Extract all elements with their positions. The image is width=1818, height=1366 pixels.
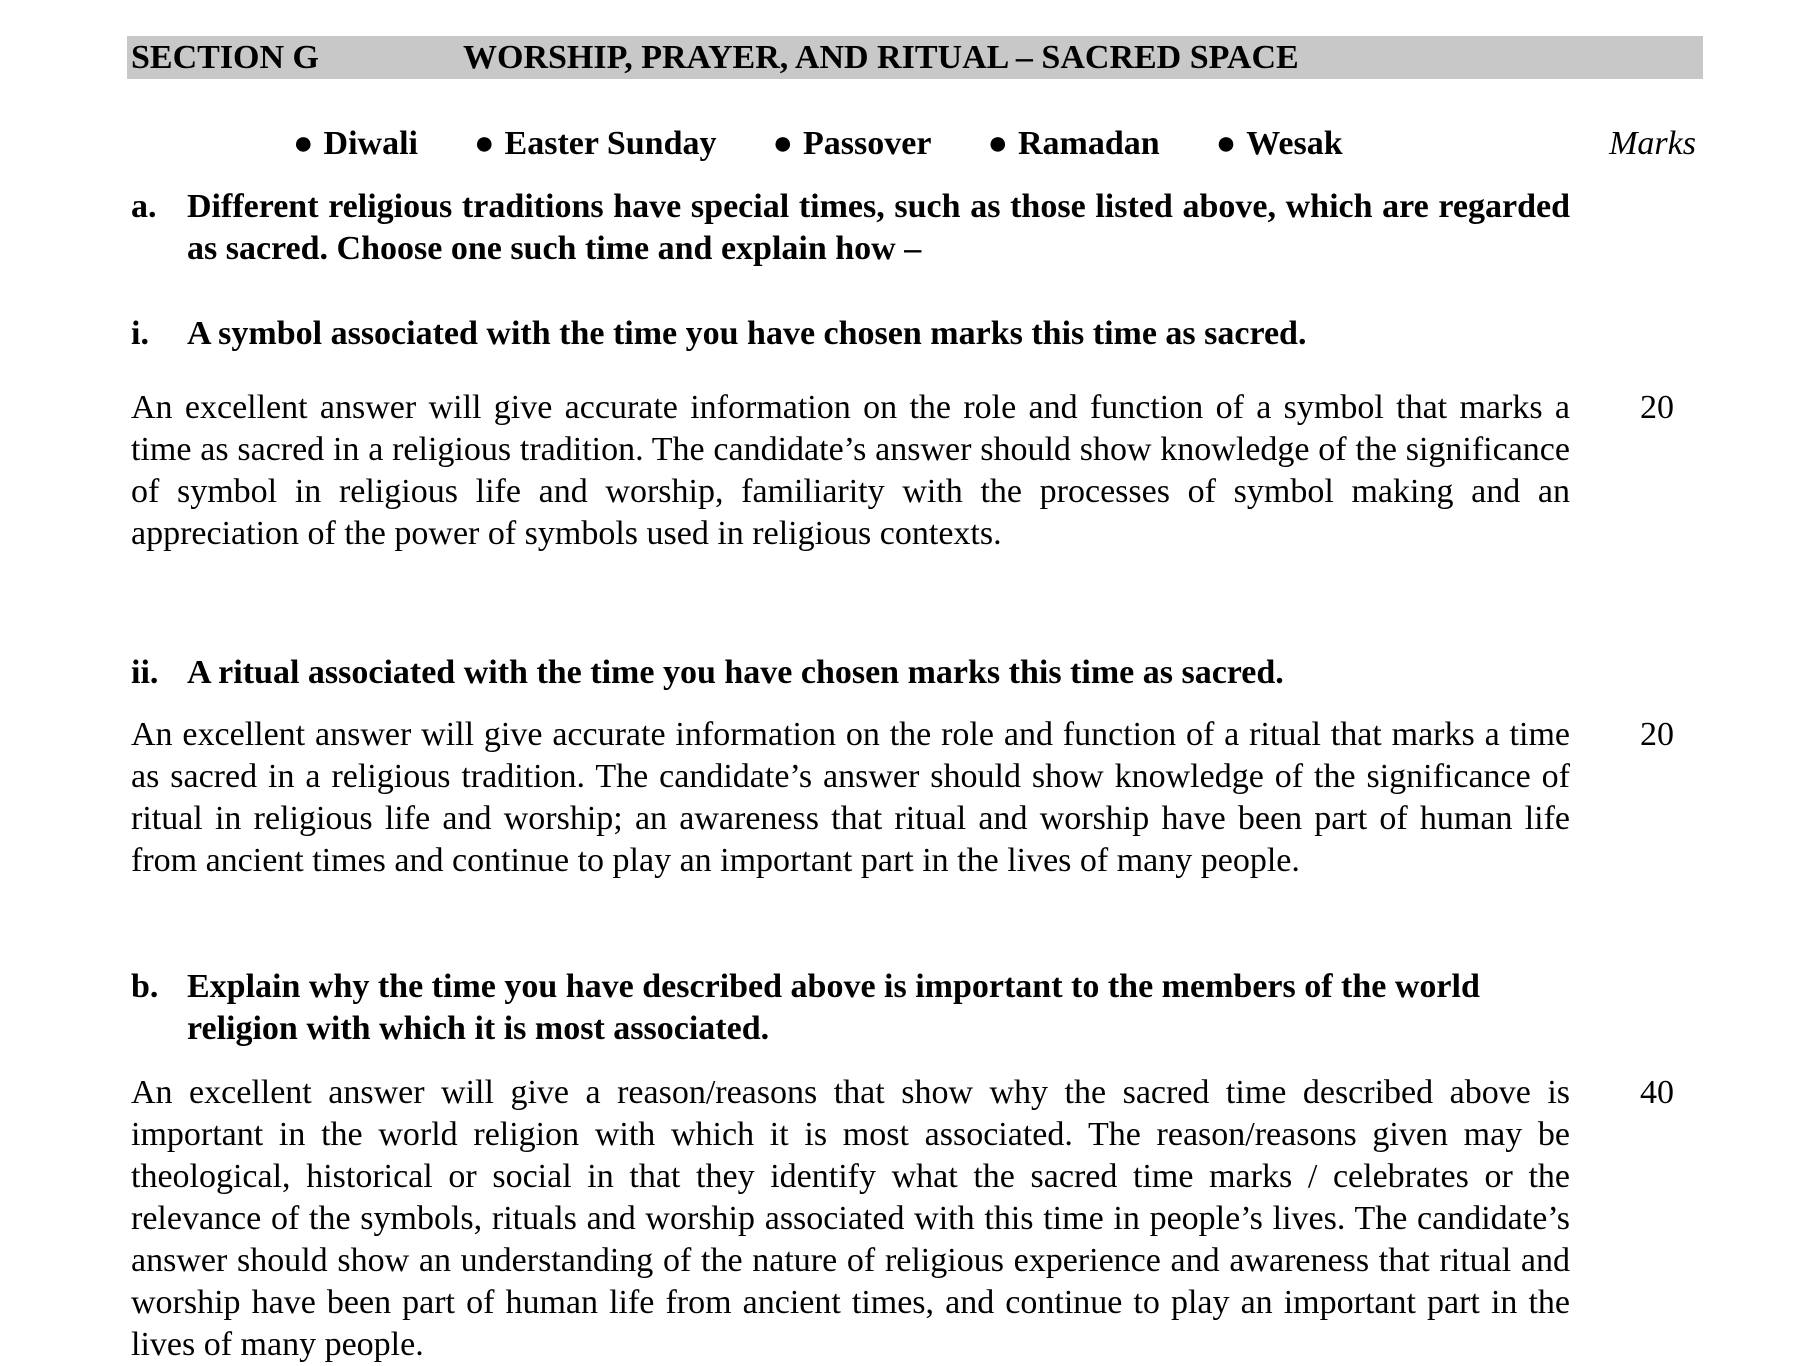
bullet-icon: ● — [987, 125, 1008, 162]
question-b-label: b. — [131, 968, 159, 1005]
part-i-label: i. — [131, 315, 149, 352]
festival-item: ● Wesak — [1215, 125, 1343, 162]
question-a-text: Different religious traditions have special times, such as those listed above, which are regarded as sacred. Choose one such time and explain how – — [187, 188, 1570, 267]
festival-item: ● Passover — [772, 125, 932, 162]
bullet-icon: ● — [474, 125, 495, 162]
part-i-text: A symbol associated with the time you have chosen marks this time as sacred. — [187, 315, 1307, 352]
festival-item: ● Ramadan — [987, 125, 1160, 162]
marks-column-header: Marks — [1609, 125, 1696, 162]
festival-item: ● Easter Sunday — [474, 125, 717, 162]
part-ii-marks: 20 — [1640, 716, 1674, 753]
question-b-marks: 40 — [1640, 1074, 1674, 1111]
question-a-label: a. — [131, 188, 157, 225]
bullet-icon: ● — [1215, 125, 1237, 162]
section-title: WORSHIP, PRAYER, AND RITUAL – SACRED SPACE — [463, 39, 1299, 76]
bullet-icon: ● — [293, 125, 314, 162]
question-b-text: Explain why the time you have described above is important to the members of the world religion with which it is most associated. — [187, 968, 1480, 1047]
bullet-icon: ● — [772, 125, 794, 162]
section-code: SECTION G — [131, 39, 319, 76]
part-i-answer: An excellent answer will give accurate information on the role and function of a symbol that marks a time as sacred in a religious tradition. The candidate’s answer should show knowledge of the significance of symbol in religious life and worship, familiarity with the processes of symbol making and an appreciation of the power of symbols used in religious contexts. — [131, 389, 1570, 552]
part-ii-label: ii. — [131, 654, 159, 691]
question-b-answer: An excellent answer will give a reason/reasons that show why the sacred time described above is important in the world religion with which it is most associated. The reason/reasons given may be theological, historical or social in that they identify what the sacred time marks / celebrates or the relevance of the symbols, rituals and worship associated with this time in people’s lives. The candidate’s answer should show an understanding of the nature of religious experience and awareness that ritual and worship have been part of human life from ancient times, and continue to play an important part in the lives of many people. — [131, 1074, 1570, 1363]
part-ii-answer: An excellent answer will give accurate information on the role and function of a ritual that marks a time as sacred in a religious tradition. The candidate’s answer should show knowledge of the significance of ritual in religious life and worship; an awareness that ritual and worship have been part of human life from ancient times and continue to play an important part in the lives of many people. — [131, 716, 1570, 879]
festival-list — [293, 121, 1399, 167]
part-i-marks: 20 — [1640, 389, 1674, 426]
festival-item: ● Diwali — [293, 125, 418, 162]
part-ii-text: A ritual associated with the time you have chosen marks this time as sacred. — [187, 654, 1284, 691]
section-header-bar — [127, 36, 1703, 79]
